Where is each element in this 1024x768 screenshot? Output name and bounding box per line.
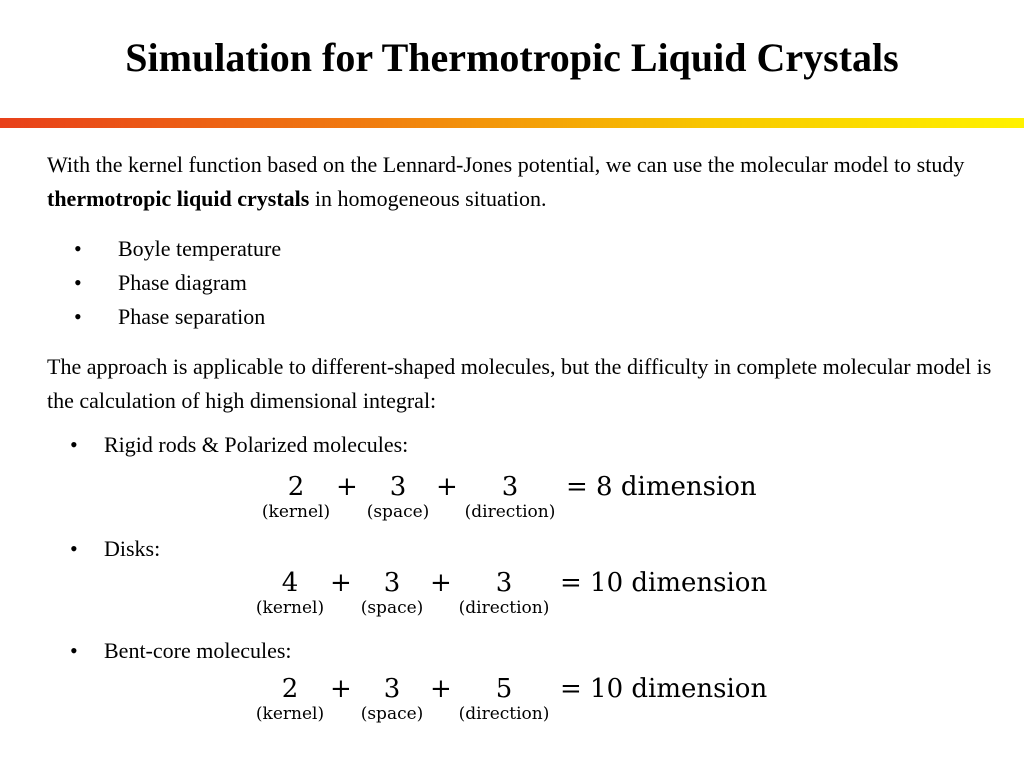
direction-term	[456, 674, 552, 724]
direction-value: 3	[501, 472, 519, 502]
equation-result: = 8 dimension	[566, 472, 757, 502]
direction-value: 5	[495, 674, 513, 704]
bullet-icon: •	[70, 432, 78, 457]
kernel-term	[252, 568, 328, 618]
title-gradient-rule	[0, 118, 1024, 128]
space-term	[356, 568, 428, 618]
list-item	[0, 300, 281, 334]
plus-sign: +	[330, 568, 352, 598]
direction-label: (direction)	[458, 704, 550, 724]
topic-label: Phase separation	[118, 304, 266, 329]
bullet-icon: •	[70, 536, 78, 561]
intro-paragraph	[47, 148, 1007, 216]
space-value: 3	[383, 568, 401, 598]
equation-result: = 10 dimension	[560, 674, 768, 704]
kernel-term	[252, 674, 328, 724]
direction-term	[462, 472, 558, 522]
dimension-equation	[252, 674, 772, 726]
space-label: (space)	[366, 502, 430, 522]
bullet-icon: •	[74, 304, 82, 329]
intro-text-after: in homogeneous situation.	[309, 186, 547, 211]
direction-label: (direction)	[464, 502, 556, 522]
dimension-equation	[258, 472, 768, 524]
plus-sign: +	[436, 472, 458, 502]
approach-paragraph: The approach is applicable to different-shaped molecules, but the difficulty in complete molecular model is the calculation of high dimensional integral:	[47, 354, 992, 413]
slide-title: Simulation for Thermotropic Liquid Crystals	[125, 35, 899, 80]
bullet-icon: •	[74, 270, 82, 295]
space-label: (space)	[360, 598, 424, 618]
case-label: Rigid rods & Polarized molecules:	[104, 432, 409, 457]
kernel-value: 2	[281, 674, 299, 704]
kernel-value: 2	[287, 472, 305, 502]
space-term	[362, 472, 434, 522]
kernel-term	[258, 472, 334, 522]
bullet-icon: •	[74, 236, 82, 261]
kernel-value: 4	[281, 568, 299, 598]
kernel-label: (kernel)	[255, 704, 325, 724]
list-item	[0, 232, 281, 266]
bullet-icon: •	[70, 638, 78, 663]
kernel-label: (kernel)	[261, 502, 331, 522]
plus-sign: +	[336, 472, 358, 502]
topic-list	[0, 232, 281, 334]
equation-result: = 10 dimension	[560, 568, 768, 598]
space-term	[356, 674, 428, 724]
direction-label: (direction)	[458, 598, 550, 618]
space-label: (space)	[360, 704, 424, 724]
space-value: 3	[389, 472, 407, 502]
plus-sign: +	[330, 674, 352, 704]
topic-label: Phase diagram	[118, 270, 247, 295]
intro-text-before: With the kernel function based on the Lennard-Jones potential, we can use the molecular model to study	[47, 152, 965, 177]
space-value: 3	[383, 674, 401, 704]
plus-sign: +	[430, 674, 452, 704]
direction-term	[456, 568, 552, 618]
case-label: Bent-core molecules:	[104, 638, 292, 663]
direction-value: 3	[495, 568, 513, 598]
kernel-label: (kernel)	[255, 598, 325, 618]
list-item	[0, 266, 281, 300]
plus-sign: +	[430, 568, 452, 598]
topic-label: Boyle temperature	[118, 236, 282, 261]
intro-bold-term: thermotropic liquid crystals	[47, 186, 310, 211]
case-label: Disks:	[104, 536, 161, 561]
dimension-equation	[252, 568, 772, 620]
